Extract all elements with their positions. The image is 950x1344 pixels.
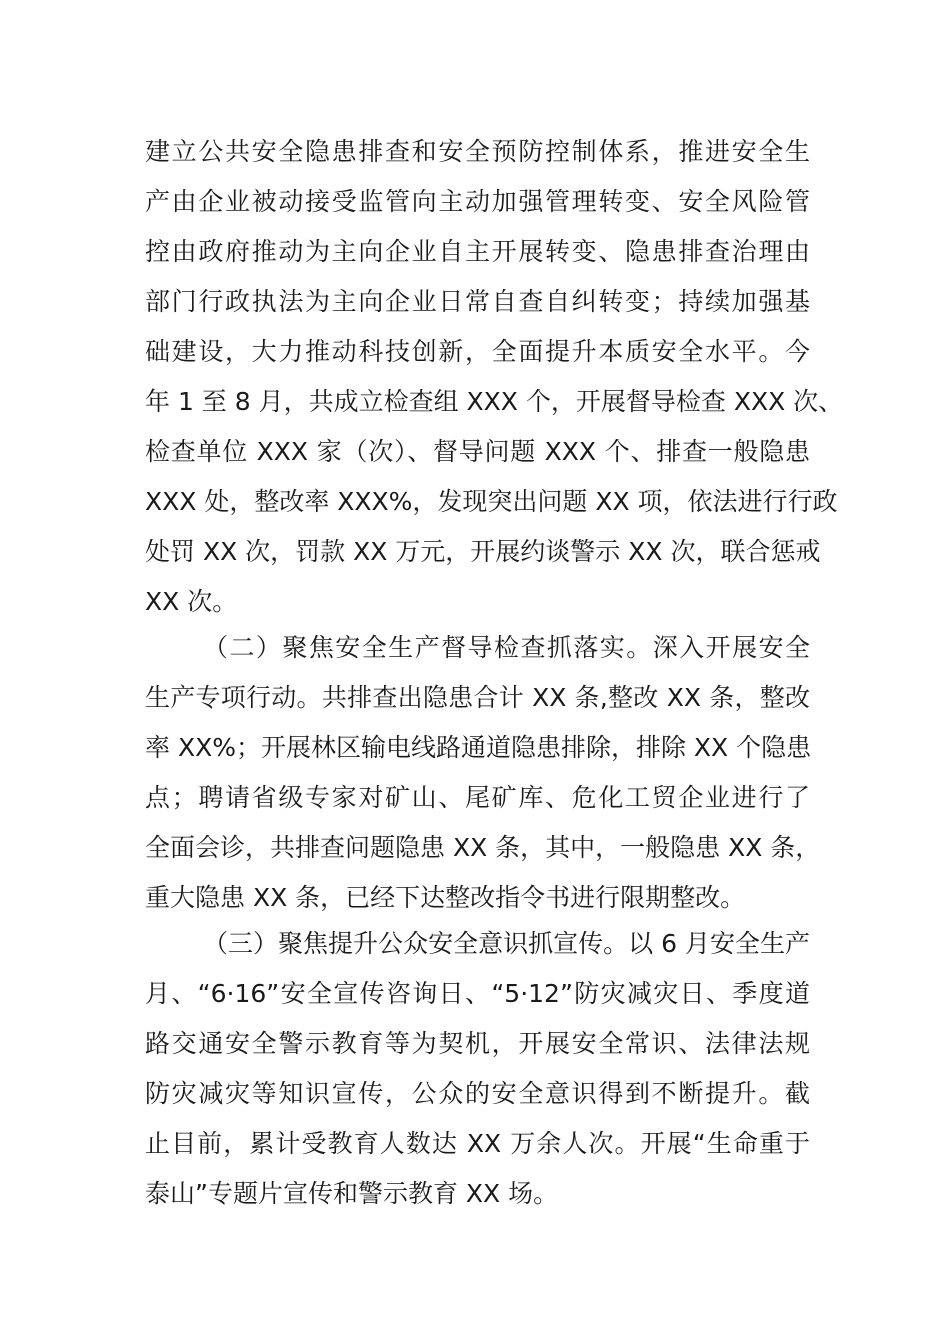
paragraph-1-line: 检查单位 XXX 家（次）、督导问题 XXX 个、排查一般隐患 [145, 437, 810, 466]
paragraph-1-line: XXX 处，整改率 XXX%，发现突出问题 XX 项，依法进行行政 [145, 487, 838, 516]
paragraph-3 [145, 919, 810, 1219]
paragraph-3-line: 路交通安全警示教育等为契机，开展安全常识、法律法规 [145, 1029, 810, 1058]
paragraph-2-line: 生产专项行动。共排查出隐患合计 XX 条,整改 XX 条，整改 [145, 683, 810, 712]
paragraph-1-line: 控由政府推动为主向企业自主开展转变、隐患排查治理由 [145, 237, 810, 266]
paragraph-3-line: 防灾减灾等知识宣传，公众的安全意识得到不断提升。截 [145, 1079, 810, 1108]
paragraph-1-line: 年 1 至 8 月，共成立检查组 XXX 个，开展督导检查 XXX 次、 [145, 387, 844, 416]
paragraph-2-line: 全面会诊，共排查问题隐患 XX 条，其中，一般隐患 XX 条， [145, 833, 821, 862]
paragraph-3-line: 泰山”专题片宣传和警示教育 XX 场。 [145, 1179, 559, 1208]
paragraph-2-line: 率 XX%；开展林区输电线路通道隐患排除，排除 XX 个隐患 [145, 733, 812, 762]
paragraph-2-line: 重大隐患 XX 条，已经下达整改指令书进行限期整改。 [145, 883, 746, 912]
paragraph-1-line: 部门行政执法为主向企业日常自查自纠转变；持续加强基 [145, 287, 810, 316]
paragraph-2 [145, 623, 821, 923]
paragraph-1-line: 产由企业被动接受监管向主动加强管理转变、安全风险管 [145, 187, 810, 216]
paragraph-1-line: 建立公共安全隐患排查和安全预防控制体系，推进安全生 [145, 137, 810, 166]
paragraph-1 [145, 127, 844, 627]
paragraph-1-line: XX 次。 [145, 587, 238, 616]
paragraph-2-line: （二）聚焦安全生产督导检查抓落实。深入开展安全 [203, 633, 810, 662]
paragraph-3-line: 止目前，累计受教育人数达 XX 万余人次。开展“生命重于 [145, 1129, 810, 1158]
paragraph-1-line: 础建设，大力推动科技创新，全面提升本质安全水平。今 [145, 337, 810, 366]
paragraph-3-line: （三）聚焦提升公众安全意识抓宣传。以 6 月安全生产 [203, 929, 810, 958]
paragraph-2-line: 点；聘请省级专家对矿山、尾矿库、危化工贸企业进行了 [145, 783, 810, 812]
paragraph-1-line: 处罚 XX 次，罚款 XX 万元，开展约谈警示 XX 次，联合惩戒 [145, 537, 821, 566]
paragraph-3-line: 月、“6·16”安全宣传咨询日、“5·12”防灾减灾日、季度道 [145, 979, 810, 1008]
